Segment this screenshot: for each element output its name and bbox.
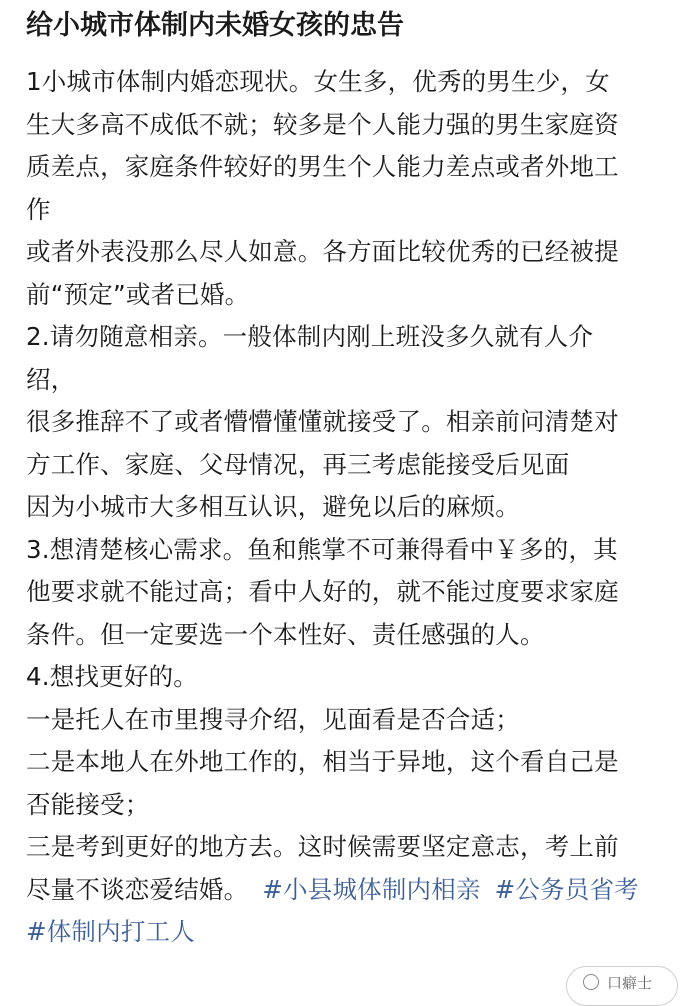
body-line: 生大多高不成低不就；较多是个人能力强的男生家庭资 bbox=[26, 109, 619, 139]
body-line: 1小城市体制内婚恋现状。女生多，优秀的男生少，女 bbox=[26, 67, 610, 96]
body-line-with-tags bbox=[26, 869, 674, 912]
body-line: 或者外表没那么尽人如意。各方面比较优秀的已经被提 bbox=[26, 237, 619, 266]
body-line: 3.想清楚核心需求。鱼和熊掌不可兼得看中￥多的，其 bbox=[26, 534, 618, 564]
body-line: 二是本地人在外地工作的，相当于异地，这个看自己是 bbox=[26, 747, 619, 776]
body-line: 很多推辞不了或者懵懵懂懂就接受了。相亲前问清楚对 bbox=[26, 407, 619, 436]
body-line: 作 bbox=[26, 194, 51, 224]
body-line: 4.想找更好的。 bbox=[26, 662, 198, 691]
body-line: 2.请勿随意相亲。一般体制内刚上班没多久就有人介 bbox=[26, 322, 594, 351]
body-line: 绍， bbox=[26, 364, 76, 394]
hashtag-link[interactable]: #公务员省考 bbox=[494, 874, 639, 904]
body-line: 一是托人在市里搜寻介绍，见面看是否合适； bbox=[26, 704, 520, 734]
body-line: 否能接受； bbox=[26, 789, 150, 819]
body-line: 质差点，家庭条件较好的男生个人能力差点或者外地工 bbox=[26, 152, 619, 181]
body-line-text: 尽量不谈恋爱结婚。 bbox=[26, 874, 249, 904]
body-line: 前“预定”或者已婚。 bbox=[26, 279, 250, 309]
body-line: 他要求就不能过高；看中人好的，就不能过度要求家庭 bbox=[26, 577, 619, 606]
tag-line bbox=[26, 911, 674, 954]
hashtag-link[interactable]: #小县城体制内相亲 bbox=[262, 874, 481, 904]
bottom-pill-button[interactable] bbox=[566, 966, 678, 1006]
pill-label: 口癖士 bbox=[607, 974, 653, 992]
body-line: 三是考到更好的地方去。这时候需要坚定意志，考上前 bbox=[26, 832, 619, 861]
post-body bbox=[26, 61, 674, 954]
body-line: 条件。但一定要选一个本性好、责任感强的人。 bbox=[26, 619, 545, 649]
circle-icon bbox=[583, 974, 599, 990]
body-line: 方工作、家庭、父母情况，再三考虑能接受后见面 bbox=[26, 449, 570, 479]
post-title: 给小城市体制内未婚女孩的忠告 bbox=[26, 10, 404, 41]
body-line: 因为小城市大多相互认识，避免以后的麻烦。 bbox=[26, 492, 520, 521]
hashtag-link[interactable]: #体制内打工人 bbox=[26, 917, 195, 946]
